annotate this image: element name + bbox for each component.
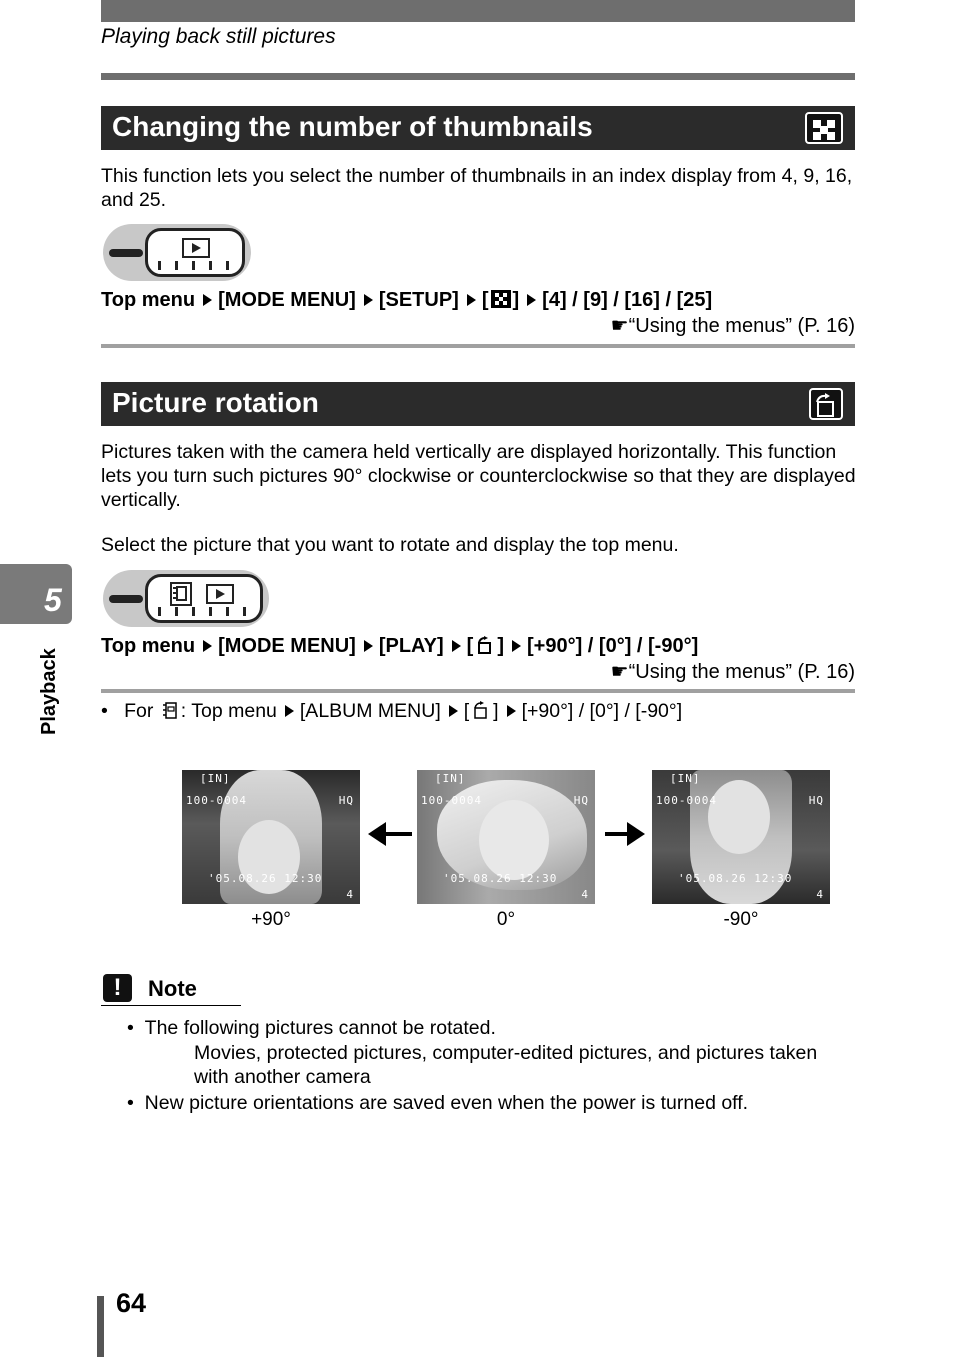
- arrow-right-icon: [452, 640, 461, 652]
- note-item: • New picture orientations are saved even when the power is turned off.: [127, 1092, 749, 1114]
- section-description: Pictures taken with the camera held vertically are displayed horizontally. This function lets you turn such pictures 90° clockwise or counterclockwise so that they are displayed vertically.: [101, 441, 856, 511]
- arrow-right-icon: [203, 294, 212, 306]
- dial-wheel: [145, 228, 245, 277]
- arrow-right-icon: [203, 640, 212, 652]
- arrow-left-icon: [368, 822, 386, 846]
- mode-dial-album-playback: [103, 570, 269, 627]
- playback-icon: [206, 584, 234, 604]
- pointing-hand-icon: ☛: [610, 661, 629, 683]
- arrow-right-icon: [512, 640, 521, 652]
- thumbnail-grid-icon: [805, 112, 843, 144]
- thumbnail-grid-icon: [491, 290, 511, 308]
- header-rule: [101, 73, 855, 80]
- section-description: This function lets you select the number of thumbnails in an index display from 4, 9, 16, and 25.: [101, 165, 853, 211]
- note-subitem: Movies, protected pictures, computer-edited pictures, and pictures taken: [194, 1042, 818, 1064]
- rotate-icon: [809, 388, 843, 420]
- section-divider: [101, 689, 855, 693]
- rotate-icon: [471, 701, 491, 719]
- page-number-bar: [97, 1296, 104, 1357]
- rotated-photo-plus90: [IN] 100-0004 HQ '05.08.26 12:30 4: [182, 770, 360, 904]
- page-number: 64: [116, 1288, 147, 1318]
- section-heading-rotation: [101, 382, 855, 426]
- section-divider: [101, 344, 855, 348]
- reference-link: ☛“Using the menus” (P. 16): [610, 315, 855, 337]
- note-item: • The following pictures cannot be rotated.: [127, 1017, 496, 1039]
- menu-path-thumbnails: Top menu [MODE MENU] [SETUP] [ ] [4] / [9] / [16] / [25]: [101, 289, 713, 311]
- arrow-right-icon: [527, 294, 536, 306]
- dial-wheel: [145, 574, 263, 623]
- playback-icon: [182, 238, 210, 258]
- album-icon: [170, 582, 192, 606]
- arrow-left-line: [382, 832, 412, 836]
- section-heading-thumbnails: [101, 106, 855, 150]
- caption-minus90: -90°: [723, 909, 759, 930]
- note-underline: [101, 1005, 241, 1006]
- dial-indicator: [109, 249, 143, 257]
- caption-plus90: +90°: [251, 909, 291, 930]
- chapter-label: Playback: [38, 648, 60, 735]
- section-instruction: Select the picture that you want to rotate and display the top menu.: [101, 534, 679, 556]
- rotated-photo-minus90: [IN] 100-0004 HQ '05.08.26 12:30 4: [652, 770, 830, 904]
- header-bar: [101, 0, 855, 22]
- arrow-right-icon: [467, 294, 476, 306]
- exclamation-icon: !: [103, 974, 132, 1002]
- arrow-right-icon: [627, 822, 645, 846]
- mode-dial-playback: [103, 224, 251, 281]
- album-menu-note: • For : Top menu [ALBUM MENU] [ ] [+90°] / [0°] / [-90°]: [101, 700, 683, 722]
- album-icon: [161, 701, 179, 719]
- arrow-right-icon: [449, 705, 458, 717]
- pointing-hand-icon: ☛: [610, 315, 629, 337]
- reference-link: ☛“Using the menus” (P. 16): [610, 661, 855, 683]
- arrow-right-icon: [507, 705, 516, 717]
- running-header: Playing back still pictures: [101, 25, 336, 48]
- arrow-right-icon: [364, 294, 373, 306]
- arrow-right-icon: [364, 640, 373, 652]
- menu-path-rotation: Top menu [MODE MENU] [PLAY] [ ] [+90°] / [0°] / [-90°]: [101, 635, 699, 657]
- caption-0: 0°: [496, 909, 516, 930]
- section-title: Changing the number of thumbnails: [112, 111, 593, 142]
- arrow-right-icon: [285, 705, 294, 717]
- rotate-icon: [475, 636, 495, 654]
- note-subitem: with another camera: [194, 1066, 371, 1088]
- note-title: Note: [148, 976, 197, 1001]
- chapter-number: 5: [44, 582, 62, 618]
- original-photo-0: [IN] 100-0004 HQ '05.08.26 12:30 4: [417, 770, 595, 904]
- section-title: Picture rotation: [112, 387, 319, 418]
- dial-indicator: [109, 595, 143, 603]
